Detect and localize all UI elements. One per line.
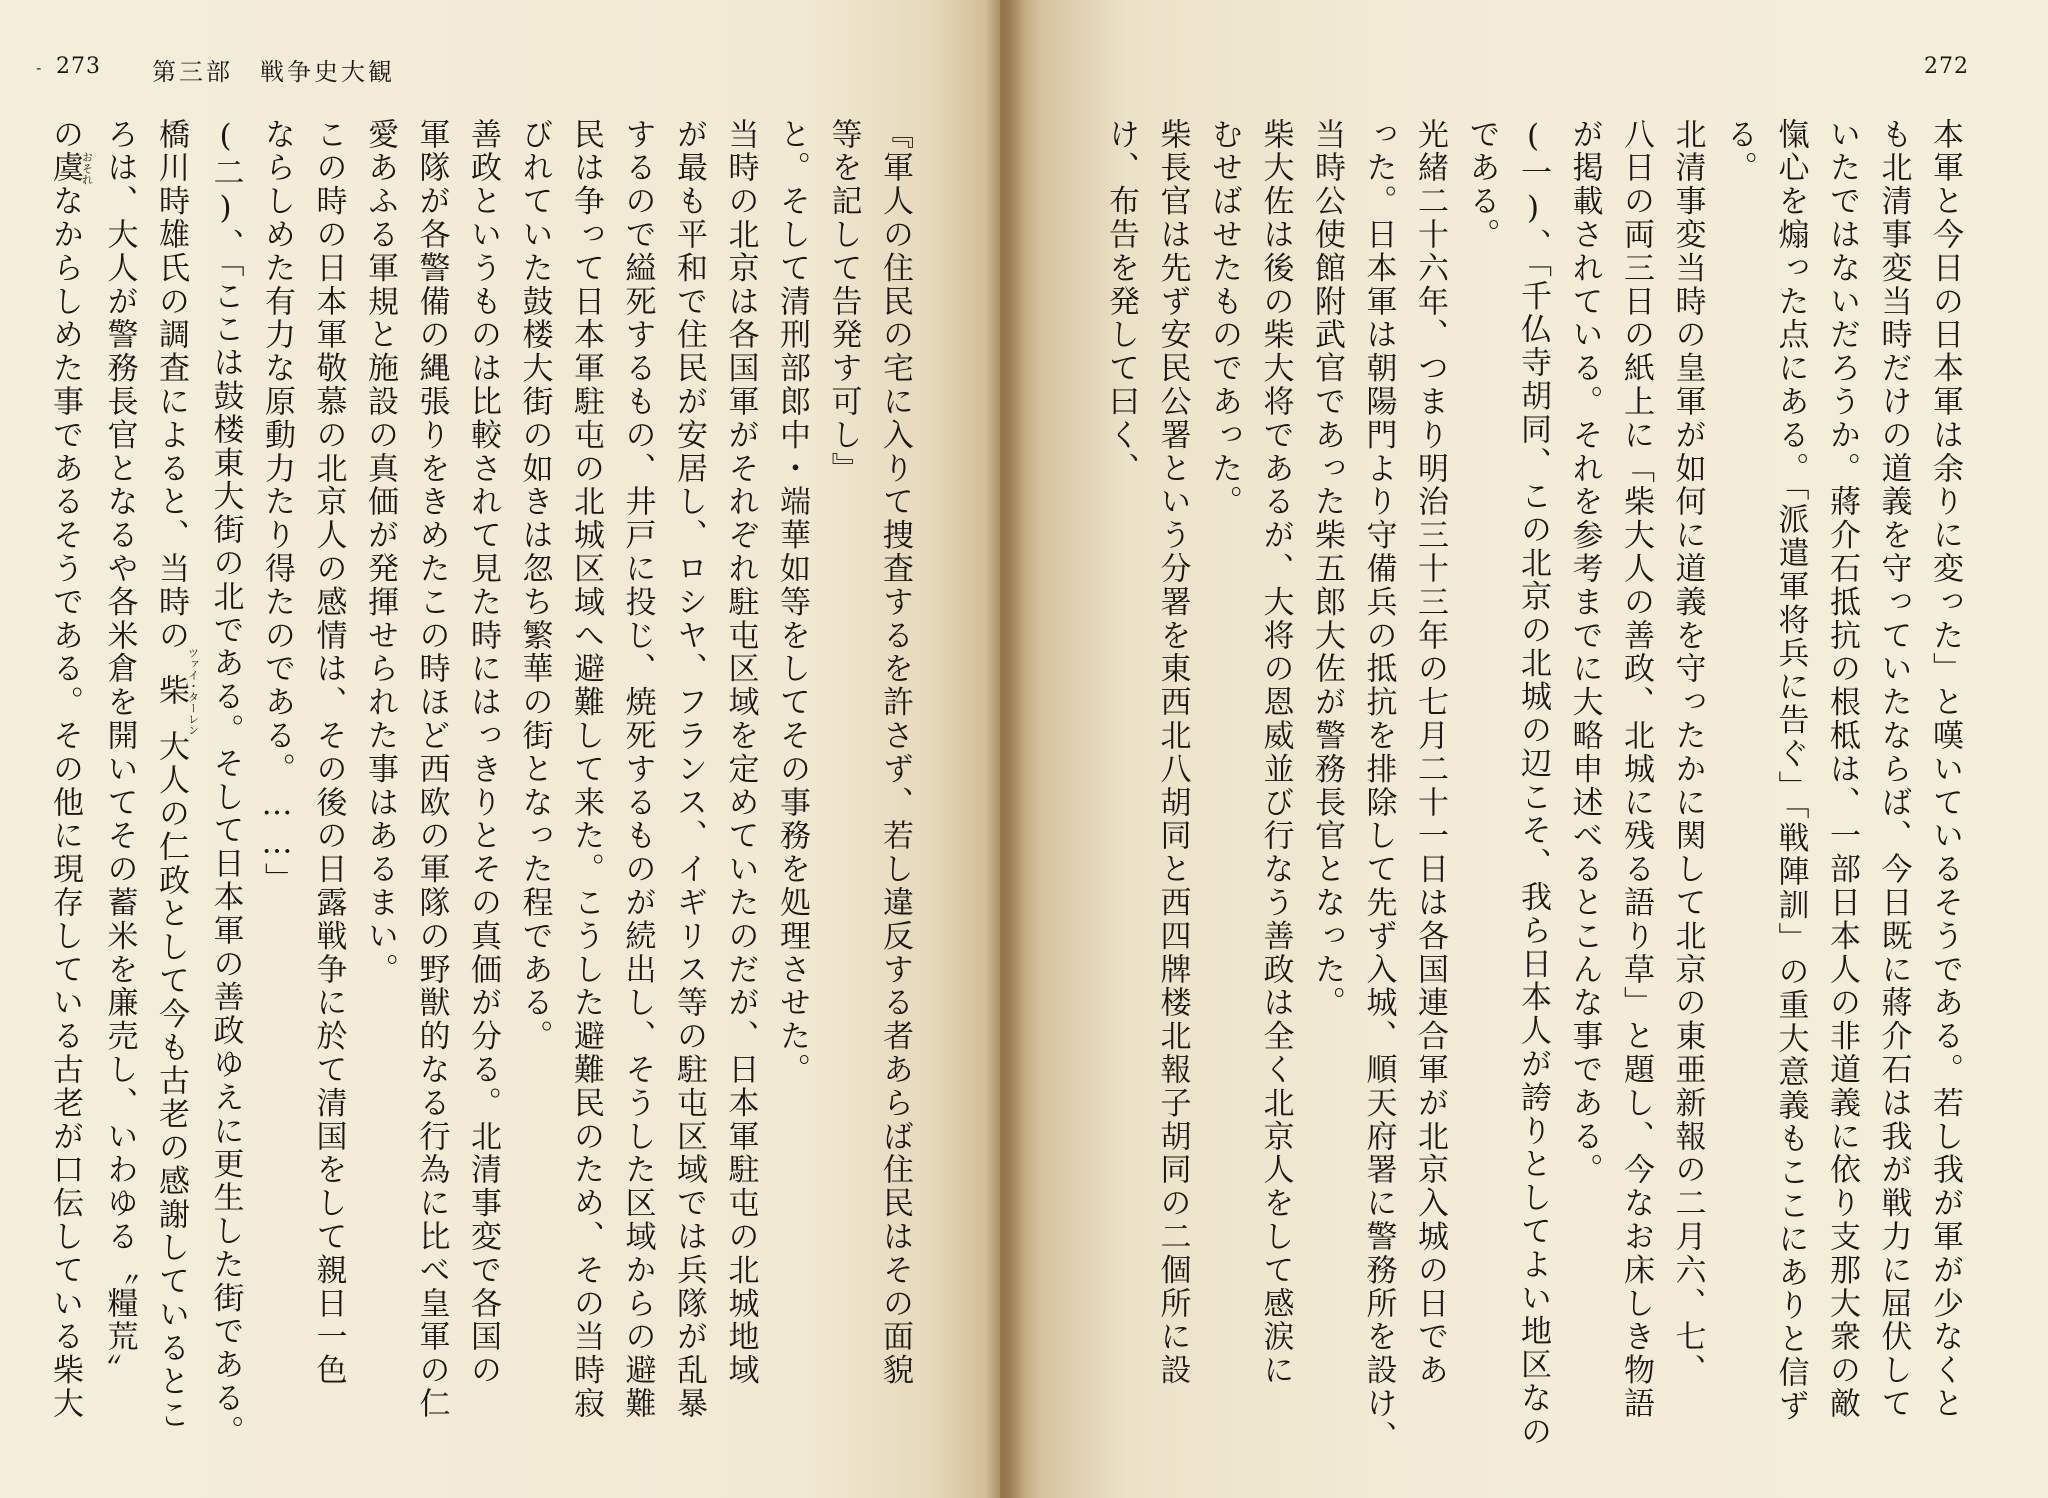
body-line: 本軍と今日の日本軍は余りに変った」と嘆いているそうである。若し我が軍が少なくと [1927,118,1963,1421]
running-head: 第三部 戦争史大観 [152,58,395,86]
page-number-right: 272 [1924,54,1969,79]
body-line: 愾心を煽った点にある。「派遣軍将兵に告ぐ」「戦陣訓」の重大意義もここにありと信ず [1772,118,1809,1423]
page-number-left: 273 [56,54,101,79]
body-line: (二)、「ここは鼓楼東大街の北である。そして日本軍の善政ゆえに更生した街である。 [207,118,244,1449]
body-line: ろは、大人が警務長官となるや各米倉を開いてその蓄米を廉売し、いわゆる〝糧荒〟 [101,118,138,1388]
furigana: 虞おそれ [47,151,94,185]
body-line: するので縊死するもの、井戸に投じ、焼死するものが続出し、そうした区域からの避難 [619,118,656,1421]
body-line: 軍隊が各警備の縄張りをきめたこの時ほど西欧の軍隊の野獣的なる行為に比べ皇軍の仁 [413,118,450,1421]
body-line: る。 [1721,118,1757,185]
body-line: むせばせたものであった。 [1206,118,1242,519]
body-line: 柴大佐は後の柴大将であるが、大将の恩威並び行なう善政は全く北京人をして感涙に [1257,118,1294,1388]
furigana: 柴ツァイ・ターレン [153,647,200,736]
body-line: 等を記して告発す可し』 [825,118,862,486]
body-line: 北清事変当時の皇軍が如何に道義を守ったかに関して北京の東亜新報の二月六、七、 [1669,118,1706,1388]
body-line: 民は争って日本軍駐屯の北城区域へ避難して来た。こうした避難民のため、その当時寂 [568,118,604,1421]
body-line: (一)、「千仏寺胡同、この北京の北城の辺こそ、我ら日本人が誇りとしてよい地区なの [1515,118,1551,1449]
body-line: 八日の両三日の紙上に「柴大人の善政、北城に残る語り草」と題し、今なお床しき物語 [1618,118,1654,1421]
body-line: が掲載されている。それを参考までに大略申述べるとこんな事である。 [1566,118,1603,1187]
body-line: が最も平和で住民が安居し、ロシヤ、フランス、イギリス等の駐屯区域では兵隊が乱暴 [671,118,707,1421]
body-line: った。日本軍は朝陽門より守備兵の抵抗を排除して先ず入城、順天府署に警務所を設け、 [1360,118,1397,1454]
body-line: この時の日本軍敬慕の北京人の感情は、その後の日露戦争に於て清国をして親日一色 [310,118,347,1388]
book-gutter-shadow [985,0,1025,1498]
body-line: である。 [1463,118,1500,252]
body-line: いたではないだろうか。蔣介石抵抗の根柢は、一部日本人の非道義に依り支那大衆の敵 [1824,118,1860,1421]
body-line: の虞おそれなからしめた事であるそうである。その他に現存している古老が口伝している柴大 [47,118,94,1421]
right-page [1000,0,2048,1498]
body-line: け、布告を発して曰く、 [1103,118,1139,486]
body-line: ならしめた有力な原動力たり得たのである。……」 [259,118,295,897]
body-line: 『軍人の住民の宅に入りて捜査するを許さず、若し違反する者あらば住民はその面貌 [877,118,913,1388]
body-line: びれていた鼓楼大街の如きは忽ち繁華の街となった程である。 [516,118,553,1054]
right-page-body [1082,118,1970,1478]
left-page-body [40,118,920,1478]
body-line: 善政というものは比較されて見た時にはっきりとその真価が分る。北清事変で各国の [465,118,501,1388]
body-line: も北清事変当時だけの道義を守っていたならば、今日既に蔣介石は我が戦力に屈伏して [1875,118,1912,1421]
body-line: と。そして清刑部郎中・端華如等をしてその事務を処理させた。 [774,118,810,1087]
body-line: 光緒二十六年、つまり明治三十三年の七月二十一日は各国連合軍が北京入城の日であ [1412,118,1448,1388]
margin-mark: - [36,58,42,77]
body-line: 当時の北京は各国軍がそれぞれ駐屯区域を定めていたのだが、日本軍駐屯の北城地域 [722,118,759,1388]
body-line: 愛あふる軍規と施設の真価が発揮せられた事はあるまい。 [362,118,398,987]
body-line: 橋川時雄氏の調査によると、当時の柴ツァイ・ターレン大人の仁政として今も古老の感謝しているとこ [153,118,200,1432]
left-page [0,0,1000,1498]
body-line: 柴長官は先ず安民公署という分署を東西北八胡同と西四牌楼北報子胡同の二個所に設 [1154,118,1191,1388]
body-line: 当時公使館附武官であった柴五郎大佐が警務長官となった。 [1309,118,1345,1020]
